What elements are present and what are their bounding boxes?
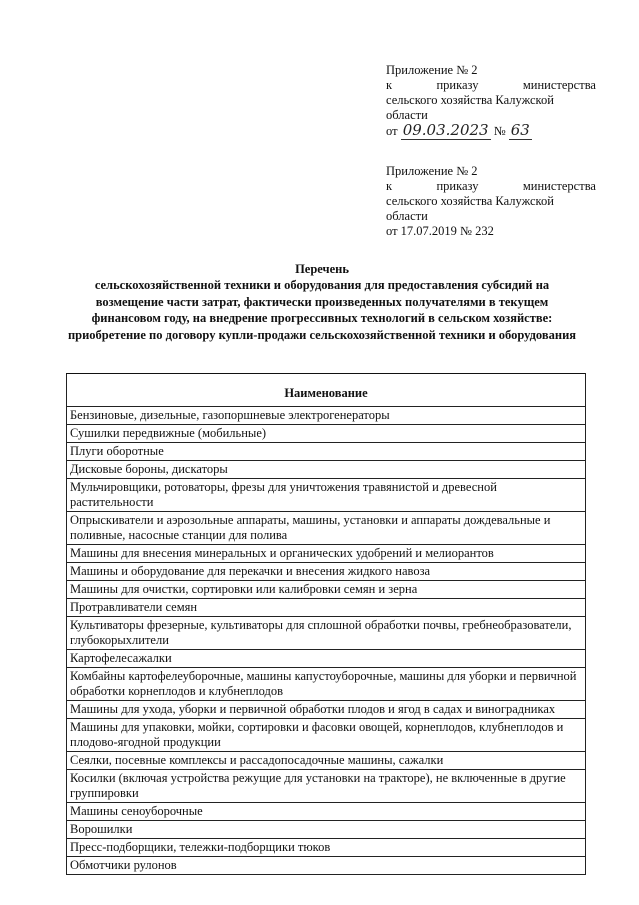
appendix-org-line: сельского хозяйства Калужской <box>386 194 554 208</box>
equipment-name-cell: Машины для очистки, сортировки или калибровки семян и зерна <box>67 581 586 599</box>
table-row <box>67 752 586 770</box>
appendix-region: области <box>386 209 428 223</box>
number-prefix: № <box>493 124 506 138</box>
appendix-order-word: приказу <box>436 78 479 92</box>
table-row <box>67 545 586 563</box>
equipment-name-cell: Культиваторы фрезерные, культиваторы для сплошной обработки почвы, гребнеобразователи, глубокорыхлители <box>67 617 586 650</box>
appendix-order-line <box>386 78 596 93</box>
table-row <box>67 479 586 512</box>
table-row <box>67 425 586 443</box>
table-row <box>67 617 586 650</box>
handwritten-date: 09.03.2023 <box>402 121 489 139</box>
table-row <box>67 512 586 545</box>
equipment-name-cell: Машины сеноуборочные <box>67 803 586 821</box>
equipment-name-cell: Картофелесажалки <box>67 650 586 668</box>
equipment-name-cell: Сеялки, посевные комплексы и рассадопосадочные машины, сажалки <box>67 752 586 770</box>
appendix-header-new <box>386 63 596 139</box>
table-row <box>67 770 586 803</box>
table-row <box>67 719 586 752</box>
table-row <box>67 581 586 599</box>
equipment-name-cell: Сушилки передвижные (мобильные) <box>67 425 586 443</box>
equipment-name-cell: Опрыскиватели и аэрозольные аппараты, машины, установки и аппараты дождевальные и поливные, насосные станции для полива <box>67 512 586 545</box>
equipment-name-cell: Машины для внесения минеральных и органических удобрений и мелиорантов <box>67 545 586 563</box>
equipment-name-cell: Дисковые бороны, дискаторы <box>67 461 586 479</box>
table-row <box>67 839 586 857</box>
appendix-order-line <box>386 179 596 194</box>
equipment-name-cell: Ворошилки <box>67 821 586 839</box>
equipment-name-cell: Комбайны картофелеуборочные, машины капустоуборочные, машины для уборки и первичной обработки корнеплодов и клубнеплодов <box>67 668 586 701</box>
table-row <box>67 821 586 839</box>
table-row <box>67 461 586 479</box>
table-row <box>67 443 586 461</box>
table-row <box>67 563 586 581</box>
table-row <box>67 701 586 719</box>
equipment-name-cell: Машины и оборудование для перекачки и внесения жидкого навоза <box>67 563 586 581</box>
appendix-to-prefix: к <box>386 179 393 193</box>
equipment-name-cell: Обмотчики рулонов <box>67 857 586 875</box>
column-header-name: Наименование <box>67 374 586 407</box>
equipment-name-cell: Косилки (включая устройства режущие для установки на тракторе), не включенные в другие группировки <box>67 770 586 803</box>
date-prefix: от <box>386 124 398 138</box>
appendix-header-original <box>386 164 596 239</box>
document-title-block <box>66 261 578 343</box>
appendix-ministry-word: министерства <box>522 179 596 193</box>
equipment-name-cell: Машины для упаковки, мойки, сортировки и фасовки овощей, корнеплодов, клубнеплодов и плодово-ягодной продукции <box>67 719 586 752</box>
equipment-name-cell: Бензиновые, дизельные, газопоршневые электрогенераторы <box>67 407 586 425</box>
table-row <box>67 650 586 668</box>
table-row <box>67 668 586 701</box>
appendix-to-prefix: к <box>386 78 393 92</box>
equipment-name-cell: Машины для ухода, уборки и первичной обработки плодов и ягод в садах и виноградниках <box>67 701 586 719</box>
document-title: Перечень <box>295 262 349 276</box>
appendix-region: области <box>386 108 428 122</box>
table-row <box>67 407 586 425</box>
appendix-title: Приложение № 2 <box>386 63 478 77</box>
equipment-name-cell: Пресс-подборщики, тележки-подборщики тюков <box>67 839 586 857</box>
appendix-title: Приложение № 2 <box>386 164 478 178</box>
appendix-date-line <box>386 123 596 139</box>
appendix-date-line: от 17.07.2019 № 232 <box>386 224 494 238</box>
appendix-ministry-word: министерства <box>522 78 596 92</box>
equipment-name-cell: Протравливатели семян <box>67 599 586 617</box>
equipment-table <box>66 373 586 875</box>
table-row <box>67 599 586 617</box>
equipment-name-cell: Плуги оборотные <box>67 443 586 461</box>
document-subtitle: сельскохозяйственной техники и оборудования для предоставления субсидий на возмещение части затрат, фактически произведенных получателями в текущем финансовом году, на внедрение прогрессивных технологий в сельском хозяйстве: приобретение по договору купли-продажи сельскохозяйственной техники и оборудования <box>67 278 577 342</box>
appendix-org-line: сельского хозяйства Калужской <box>386 93 554 107</box>
equipment-name-cell: Мульчировщики, ротоваторы, фрезы для уничтожения травянистой и древесной растительности <box>67 479 586 512</box>
handwritten-number: 63 <box>510 121 530 139</box>
table-row <box>67 857 586 875</box>
table-header-row <box>67 374 586 407</box>
table-row <box>67 803 586 821</box>
appendix-order-word: приказу <box>436 179 479 193</box>
